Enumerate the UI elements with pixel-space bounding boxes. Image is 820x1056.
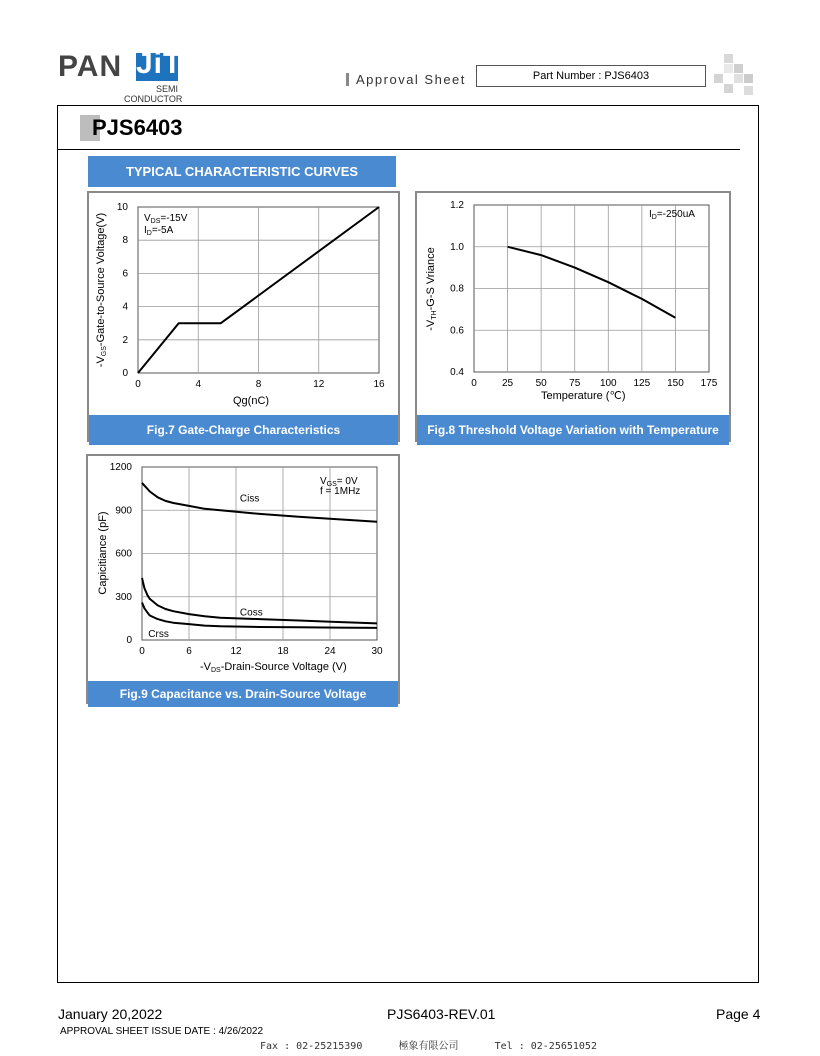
fig7-y-tick: 4	[122, 301, 128, 313]
footer-fax: Fax : 02-25215390	[260, 1041, 363, 1052]
title-rule	[58, 149, 740, 150]
fig7-caption: Fig.7 Gate-Charge Characteristics	[89, 415, 398, 445]
footer-tel: Tel : 02-25651052	[494, 1041, 597, 1052]
svg-text:ID=-5A: $I_D=-5A$	[144, 225, 174, 237]
fig8-x-tick: 125	[633, 378, 651, 389]
fig9-label-ciss: Ciss	[239, 493, 260, 505]
part-number-box: Part Number : PJS6403	[476, 65, 706, 87]
svg-text:VDS=-15V: $V_{DS}=-15V$	[144, 213, 188, 225]
fig7-x-tick: 4	[195, 379, 202, 390]
fig7-panel	[87, 191, 400, 442]
footer-revision: PJS6403-REV.01	[387, 1006, 496, 1022]
fig9-y-tick: 0	[126, 635, 132, 646]
fig8-y-tick: 1.2	[450, 200, 464, 211]
footer-company: 極象有限公司	[398, 1041, 459, 1052]
fig8-x-tick: 25	[502, 378, 514, 389]
fig9-panel	[86, 454, 400, 704]
fig9-caption: Fig.9 Capacitance vs. Drain-Source Voltage	[88, 681, 398, 707]
fig7-x-tick: 8	[255, 379, 262, 390]
fig9-y-label: Capicitiance (pF)	[97, 511, 109, 595]
fig7-y-tick: 8	[122, 235, 128, 247]
fig7-x-tick: 16	[373, 379, 385, 390]
svg-text:f = 1MHz: f = 1MHz	[320, 486, 361, 497]
fig7-y-tick: 6	[122, 268, 128, 280]
fig7-y-tick: 10	[116, 202, 128, 213]
fig8-y-label: -VTH-G-S Vriance	[425, 247, 438, 331]
section-title: TYPICAL CHARACTERISTIC CURVES	[88, 156, 396, 187]
fig9-chart	[88, 456, 398, 676]
fig7-y-tick: 0	[122, 368, 128, 379]
footer-date: January 20,2022	[58, 1006, 163, 1022]
svg-text:VGS= 0V: $V_{GS}= 0V$	[320, 476, 358, 488]
fig9-annotation	[320, 476, 360, 497]
fig7-x-tick: 12	[313, 379, 325, 390]
fig7-x-label: Qg(nC)	[233, 395, 270, 407]
logo-semi-text: SEMI	[155, 84, 178, 94]
fig9-label-coss: Coss	[239, 607, 263, 619]
fig8-chart	[417, 193, 729, 410]
fig9-x-tick: 18	[277, 646, 289, 657]
fig7-chart	[89, 193, 398, 410]
approval-bar	[346, 73, 349, 86]
fig9-x-tick: 30	[371, 646, 383, 657]
logo-pan-text: PAN	[58, 50, 123, 83]
fig8-x-tick: 0	[471, 378, 477, 389]
fig9-label-crss: Crss	[148, 629, 169, 641]
fig8-x-tick: 75	[569, 378, 581, 389]
fig8-x-label: Temperature (℃)	[541, 390, 626, 402]
fig7-y-label: -VGS-Gate-to-Source Voltage(V)	[95, 212, 108, 368]
fig8-x-tick: 175	[700, 378, 718, 389]
fig8-panel	[415, 191, 731, 442]
fig8-annotation: $I_D=-250uA$	[649, 209, 695, 221]
fig8-y-tick: 0.6	[450, 325, 464, 337]
page-title: PJS6403	[92, 115, 183, 140]
logo-conductor-text: CONDUCTOR	[124, 94, 183, 104]
fig7-x-tick: 0	[135, 379, 141, 390]
fig8-x-tick: 150	[667, 378, 684, 389]
fig9-y-tick: 600	[115, 548, 132, 560]
fig8-y-tick: 0.8	[450, 283, 464, 295]
fig9-x-label: -VDS-Drain-Source Voltage (V)	[200, 661, 347, 674]
fig9-x-tick: 0	[139, 646, 145, 657]
fig8-x-tick: 100	[599, 378, 617, 389]
footer-page: Page 4	[716, 1006, 761, 1022]
fig8-x-tick: 50	[535, 378, 547, 389]
fig9-y-tick: 300	[115, 591, 132, 603]
fig8-y-tick: 1.0	[450, 241, 464, 253]
fig9-y-tick: 1200	[109, 462, 132, 473]
footer-contact	[260, 1037, 597, 1052]
fig7-y-tick: 2	[122, 334, 128, 346]
checker-logo-icon	[710, 54, 754, 98]
approval-sheet-label: Approval Sheet	[356, 72, 466, 87]
fig8-caption: Fig.8 Threshold Voltage Variation with Temperature	[417, 415, 729, 445]
footer-issue-date: APPROVAL SHEET ISSUE DATE : 4/26/2022	[60, 1026, 264, 1037]
logo-jit-text: JiT	[136, 47, 183, 80]
fig9-y-tick: 900	[115, 505, 132, 517]
fig8-y-tick: 0.4	[450, 367, 464, 378]
fig9-x-tick: 6	[186, 646, 192, 657]
fig9-x-tick: 24	[324, 646, 336, 657]
fig9-x-tick: 12	[230, 646, 242, 657]
